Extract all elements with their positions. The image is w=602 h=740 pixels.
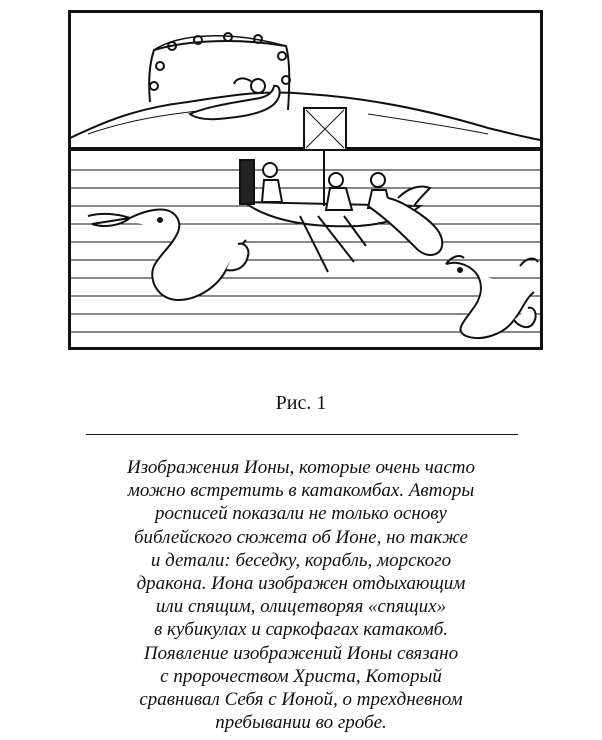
sea: [70, 150, 541, 332]
caption-line: Изображения Ионы, которые очень часто: [126, 457, 476, 478]
caption-line: дракона. Иона изображен отдыхающим: [136, 573, 466, 595]
caption-line: пребывании во гробе.: [215, 712, 387, 734]
divider: [86, 434, 518, 435]
caption-line: росписей показали не только основу: [155, 503, 447, 525]
figure-label: Рис. 1: [275, 392, 327, 414]
caption-line: Появление изображений Ионы связано: [143, 642, 459, 664]
sea-dragon-left: [88, 209, 248, 300]
sea-dragon-right: [446, 256, 538, 338]
caption-line: и детали: беседку, корабль, морского: [150, 549, 452, 571]
illustration-frame: [70, 12, 542, 349]
caption-line: библейского сюжета об Ионе, но также: [134, 526, 468, 548]
caption-line: можно встретить в катакомбах. Авторы: [127, 480, 475, 502]
jonah-illustration: [68, 10, 543, 350]
caption-line: или спящим, олицетворяя «спящих»: [155, 596, 447, 618]
caption-line: сравнивал Себя с Ионой, о трехдневном: [139, 689, 463, 711]
figure-caption: [70, 456, 532, 734]
caption-line: в кубикулах и саркофагах катакомб.: [153, 619, 449, 641]
caption-line: с пророчеством Христа, Который: [160, 665, 442, 687]
